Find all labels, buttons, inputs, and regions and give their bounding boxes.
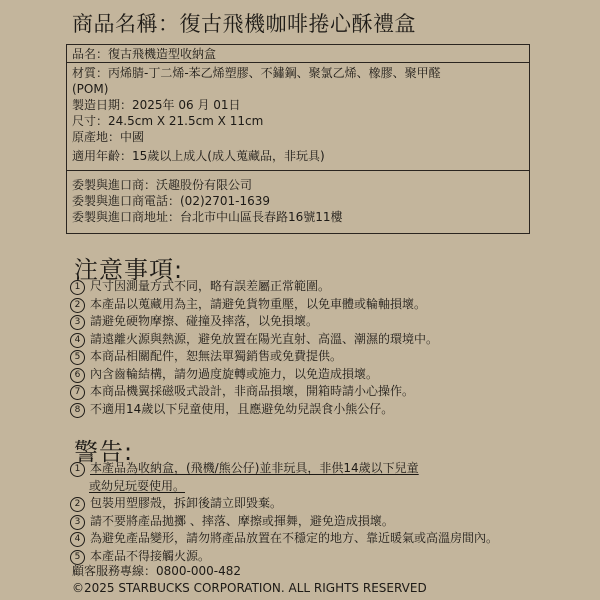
list-item-text: 本產品不得接觸火源。 [90,548,211,563]
origin: 原產地：中國 [72,130,145,144]
size: 尺寸：24.5cm X 21.5cm X 11cm [72,114,264,128]
copyright: ©2025 STARBUCKS CORPORATION. ALL RIGHTS RESERVED [72,581,427,595]
list-item-text: 本商品機翼採磁吸式設計，非商品損壞，開箱時請小心操作。 [90,384,415,398]
list-item [70,513,570,531]
list-item-text: 本產品為收納盒，(飛機/熊公仔)並非玩具，非供14歲以下兒童 [90,461,419,475]
circled-number: 7 [70,385,85,400]
list-item [70,313,570,331]
product-title: 商品名稱：復古飛機咖啡捲心酥禮盒 [72,12,416,36]
manufacture-date: 製造日期：2025年 06 月 01日 [72,98,241,112]
spec-product-row [67,45,529,63]
circled-number: 8 [70,403,85,418]
list-item-text: 內含齒輪結構，請勿過度旋轉或施力，以免造成損壞。 [90,366,379,381]
list-item-text: 不適用14歲以下兒童使用，且應避免幼兒誤食小熊公仔。 [90,401,394,416]
age: 適用年齡：15歲以上成人(成人蒐藏品，非玩具) [72,149,325,163]
list-item [70,348,570,366]
circled-number: 2 [70,497,85,512]
circled-number: 1 [70,280,85,295]
list-item-text: 請避免硬物摩擦、碰撞及摔落，以免損壞。 [90,314,319,328]
customer-service-line: 顧客服務專線：0800-000-482 [72,564,242,578]
circled-number: 5 [70,350,85,365]
list-item-text: 或幼兒玩耍使用。 [89,478,186,493]
notes-heading: 注意事項: [74,256,184,284]
list-item [70,495,570,513]
spec-details-row [67,63,529,171]
spec-box [66,44,530,234]
list-item-continuation [70,478,570,496]
list-item [70,296,570,314]
importer-phone: 委製與進口商電話：(02)2701-1639 [72,194,271,208]
list-item-text: 尺寸因測量方式不同，略有誤差屬正常範圍。 [90,279,331,293]
list-item [70,366,570,384]
circled-number: 3 [70,315,85,330]
circled-number: 3 [70,515,85,530]
list-item-text: 請遠離火源與熱源，避免放置在陽光直射、高溫、潮濕的環境中。 [90,331,439,346]
circled-number: 1 [70,462,85,477]
list-item-text: 包裝用塑膠殼，拆卸後請立即毀棄。 [90,496,283,510]
circled-number: 6 [70,368,85,383]
product-name: 品名：復古飛機造型收納盒 [72,47,217,61]
list-item-text: 為避免產品變形，請勿將產品放置在不穩定的地方、靠近暖氣或高溫房間內。 [90,531,499,545]
material-line-1: 材質：丙烯腈-丁二烯-苯乙烯塑膠、不鏽鋼、聚氯乙烯、橡膠、聚甲醛 [72,66,441,80]
list-item [70,278,570,296]
circled-number: 4 [70,333,85,348]
circled-number: 4 [70,532,85,547]
list-item [70,401,570,419]
material-line-2: (POM) [72,82,109,96]
circled-number: 5 [70,550,85,565]
list-item [70,530,570,548]
warnings-heading: 警告: [74,438,134,466]
list-item-text: 本產品以蒐藏用為主，請避免貨物重壓，以免車體或輪軸損壞。 [90,296,427,311]
list-item [70,460,570,478]
notes-list [70,278,570,418]
warnings-list [70,460,570,565]
importer: 委製與進口商：沃趣股份有限公司 [72,178,253,192]
circled-number: 2 [70,298,85,313]
list-item-text: 請不要將產品拋擲 、摔落、摩擦或揮舞，避免造成損壞。 [90,513,394,528]
list-item [70,383,570,401]
importer-address: 委製與進口商地址：台北市中山區長春路16號11樓 [72,210,343,224]
list-item-text: 本商品相關配件，恕無法單獨銷售或免費提供。 [90,349,343,363]
list-item [70,331,570,349]
spec-importer-row [67,171,529,229]
